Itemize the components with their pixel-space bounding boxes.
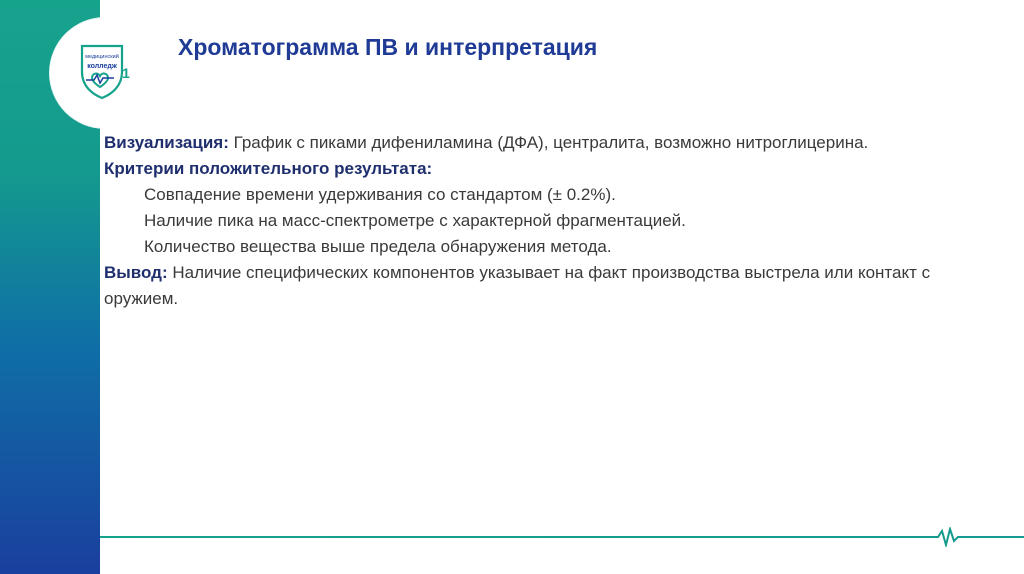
criteria-item: Наличие пика на масс-спектрометре с характерной фрагментацией. — [144, 211, 686, 230]
criteria-label: Критерии положительного результата: — [104, 159, 433, 178]
heart-pulse-logo-icon — [76, 42, 134, 104]
visualization-label: Визуализация: — [104, 133, 229, 152]
visualization-paragraph — [104, 130, 984, 156]
conclusion-text: Наличие специфических компонентов указывает на факт производства выстрела или контакт с оружием. — [104, 263, 931, 308]
college-logo — [50, 18, 160, 128]
criteria-item: Количество вещества выше предела обнаружения метода. — [144, 237, 612, 256]
visualization-text: График с пиками дифениламина (ДФА), централита, возможно нитроглицерина. — [228, 133, 869, 152]
criteria-item: Совпадение времени удерживания со стандартом (± 0.2%). — [144, 185, 616, 204]
conclusion-paragraph — [104, 260, 984, 312]
logo-text-top: медицинский — [85, 54, 119, 60]
conclusion-label: Вывод: — [104, 263, 168, 282]
criteria-heading — [104, 156, 984, 182]
logo-number: 1 — [122, 65, 130, 81]
slide-body — [104, 130, 984, 312]
page-title: Хроматограмма ПВ и интерпретация — [178, 34, 598, 60]
logo-text-middle: колледж — [87, 63, 117, 70]
pulse-divider-line — [100, 527, 1024, 547]
